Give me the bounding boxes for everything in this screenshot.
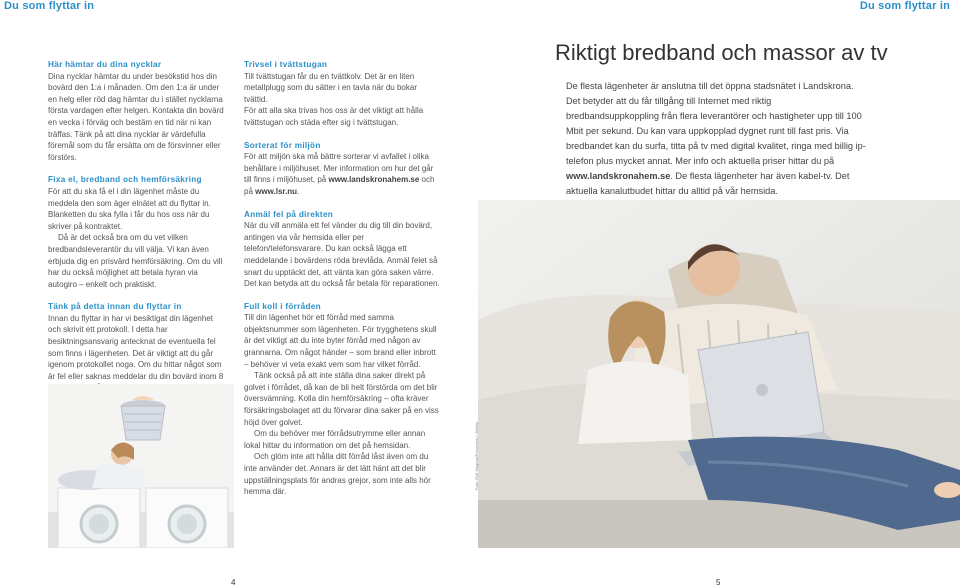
section-heading: Tänk på detta innan du flyttar in: [48, 302, 182, 312]
body-paragraph: [244, 151, 440, 197]
body-paragraph: Dina nycklar hämtar du under besökstid hos din bovärd den 1:a i månaden. Om den 1:a är under en helg eller röd dag hämtar du i stället nycklarna första vardagen efter helgen. Kontakta din bovärd en vecka i förväg och bestäm en tid när ni kan träffas. Tänk på att dina nycklar är värdefulla föremål som du får ersätta om de försvinner eller förstörs.: [48, 71, 224, 162]
body-paragraph: Till din lägenhet hör ett förråd med samma objektsnummer som lägenheten. För trygghetens skull är det viktigt att du inte byter förråd med någon av grannarna. Om något händer – som brand eller inbrott – behöver vi veta exakt vem som har vilket förråd.: [244, 313, 437, 369]
body-paragraph: Då är det också bra om du vet vilken bredbandsleverantör du vill välja. Vi kan även erbjuda dig en prisvärd hemförsäkring. Om du vill har du också möjlighet att betala hyran via autogiro – enkelt och praktiskt.: [48, 233, 223, 289]
body-paragraph: Tänk också på att inte ställa dina saker direkt på golvet i förrådet, då kan de bli helt förstörda om det blir översvämning. Kolla din hemförsäkring – ofta kräver försäkringsbolaget att du förvarar dina saker på en viss höjd över golvet.: [244, 371, 439, 427]
couple-sofa-photo: [478, 200, 960, 548]
website-link[interactable]: www.landskronahem.se: [328, 175, 420, 185]
section-heading: Full koll i förråden: [244, 301, 321, 311]
website-link[interactable]: www.lsr.nu: [255, 186, 298, 196]
page-number-left: 4: [231, 578, 236, 587]
body-paragraph: Innan du flyttar in har vi besiktigat din lägenhet och skrivit ett protokoll. I detta har besiktningsansvarig antecknat de eventuella fel som finns i lägenheten. Det är viktigt att du går igenom protokollet noga. Om du hittar något som är fel eller saknas meddelar du din bovärd inom 8: [48, 313, 224, 381]
intro-text: . De flesta lägenheter har även kabel-tv. Det aktuella kanalutbudet hittar du alltid på vår hemsida.: [566, 171, 850, 196]
body-paragraph: Om du behöver mer förrådsutrymme eller annan lokal hittar du information om det på hemsidan.: [244, 429, 426, 450]
body-text: .: [297, 186, 300, 196]
page-number-right: 5: [716, 578, 721, 587]
body-paragraph: Och glöm inte att hålla ditt förråd låst även om du inte använder det. Annars är det lätt hänt att det blir uppställningsplats för andras grejor, som inte alls hör hemma där.: [244, 452, 431, 497]
section-heading: Fixa el, bredband och hemförsäkring: [48, 175, 202, 185]
middle-text-column: [244, 59, 440, 498]
section-heading: Här hämtar du dina nycklar: [48, 60, 162, 69]
body-paragraph: För att du ska få el i din lägenhet måste du meddela den som äger elnätet att du flyttar in. Blanketten du ska fylla i får du hos oss när du skriver på kontraktet.: [48, 186, 211, 231]
running-head-right: Du som flyttar in: [859, 0, 950, 12]
intro-text: De flesta lägenheter är anslutna till det öppna stadsnätet i Landskrona. Det betyder att du får tillgång till Internet med riktig bredbandsuppkoppling från flera leverantörer och hastigheter upp till 100 Mbit per sekund. Du kan vara uppkopplad dygnet runt till fast pris. Via bredbandet kan du surfa, titta på tv med digital kvalitet, ringa med billig ip-telefon plus mycket annat. Mer info och aktuella priser hittar du på: [566, 81, 866, 166]
running-head-left: Du som flyttar in: [4, 0, 95, 12]
body-paragraph: För att alla ska trivas hos oss är det viktigt att hålla tvättstugan och städa efter sig i tvättstugan.: [244, 106, 424, 127]
body-paragraph: Till tvättstugan får du en tvättkolv. Det är en liten metallplugg som du sätter i en tavla när du bokar tvättid.: [244, 71, 417, 104]
body-text: och på: [244, 175, 435, 196]
body-text: För att miljön ska må bättre sorterar vi avfallet i olika behållare i miljöhuset. Mer information om hur det går till finns i miljöhuset, på: [244, 152, 434, 185]
laundry-photo: [48, 384, 234, 548]
section-heading: Anmäl fel på direkten: [244, 209, 334, 219]
section-heading: Sorterat för miljön: [244, 140, 321, 150]
intro-paragraph: [566, 79, 866, 199]
website-link[interactable]: www.landskronahem.se: [566, 171, 671, 181]
page-headline: Riktigt bredband och massor av tv: [555, 40, 888, 65]
section-heading: Trivsel i tvättstugan: [244, 60, 328, 69]
body-paragraph: När du vill anmäla ett fel vänder du dig till din bovärd, antingen via vår hemsida eller per telefon/telefonsvarare. Du kan också lägga ett meddelande i bovärdens röda brevlåda. Anmäl felet så snart du upptäckt det, att vänta kan göra saken värre. Det kan betyda att du också får betala för reparationen.: [244, 221, 440, 289]
photo-credit: Foto: Rolf Magnus/Panorama / Jönköp: [474, 421, 479, 490]
left-text-column: [48, 59, 226, 429]
